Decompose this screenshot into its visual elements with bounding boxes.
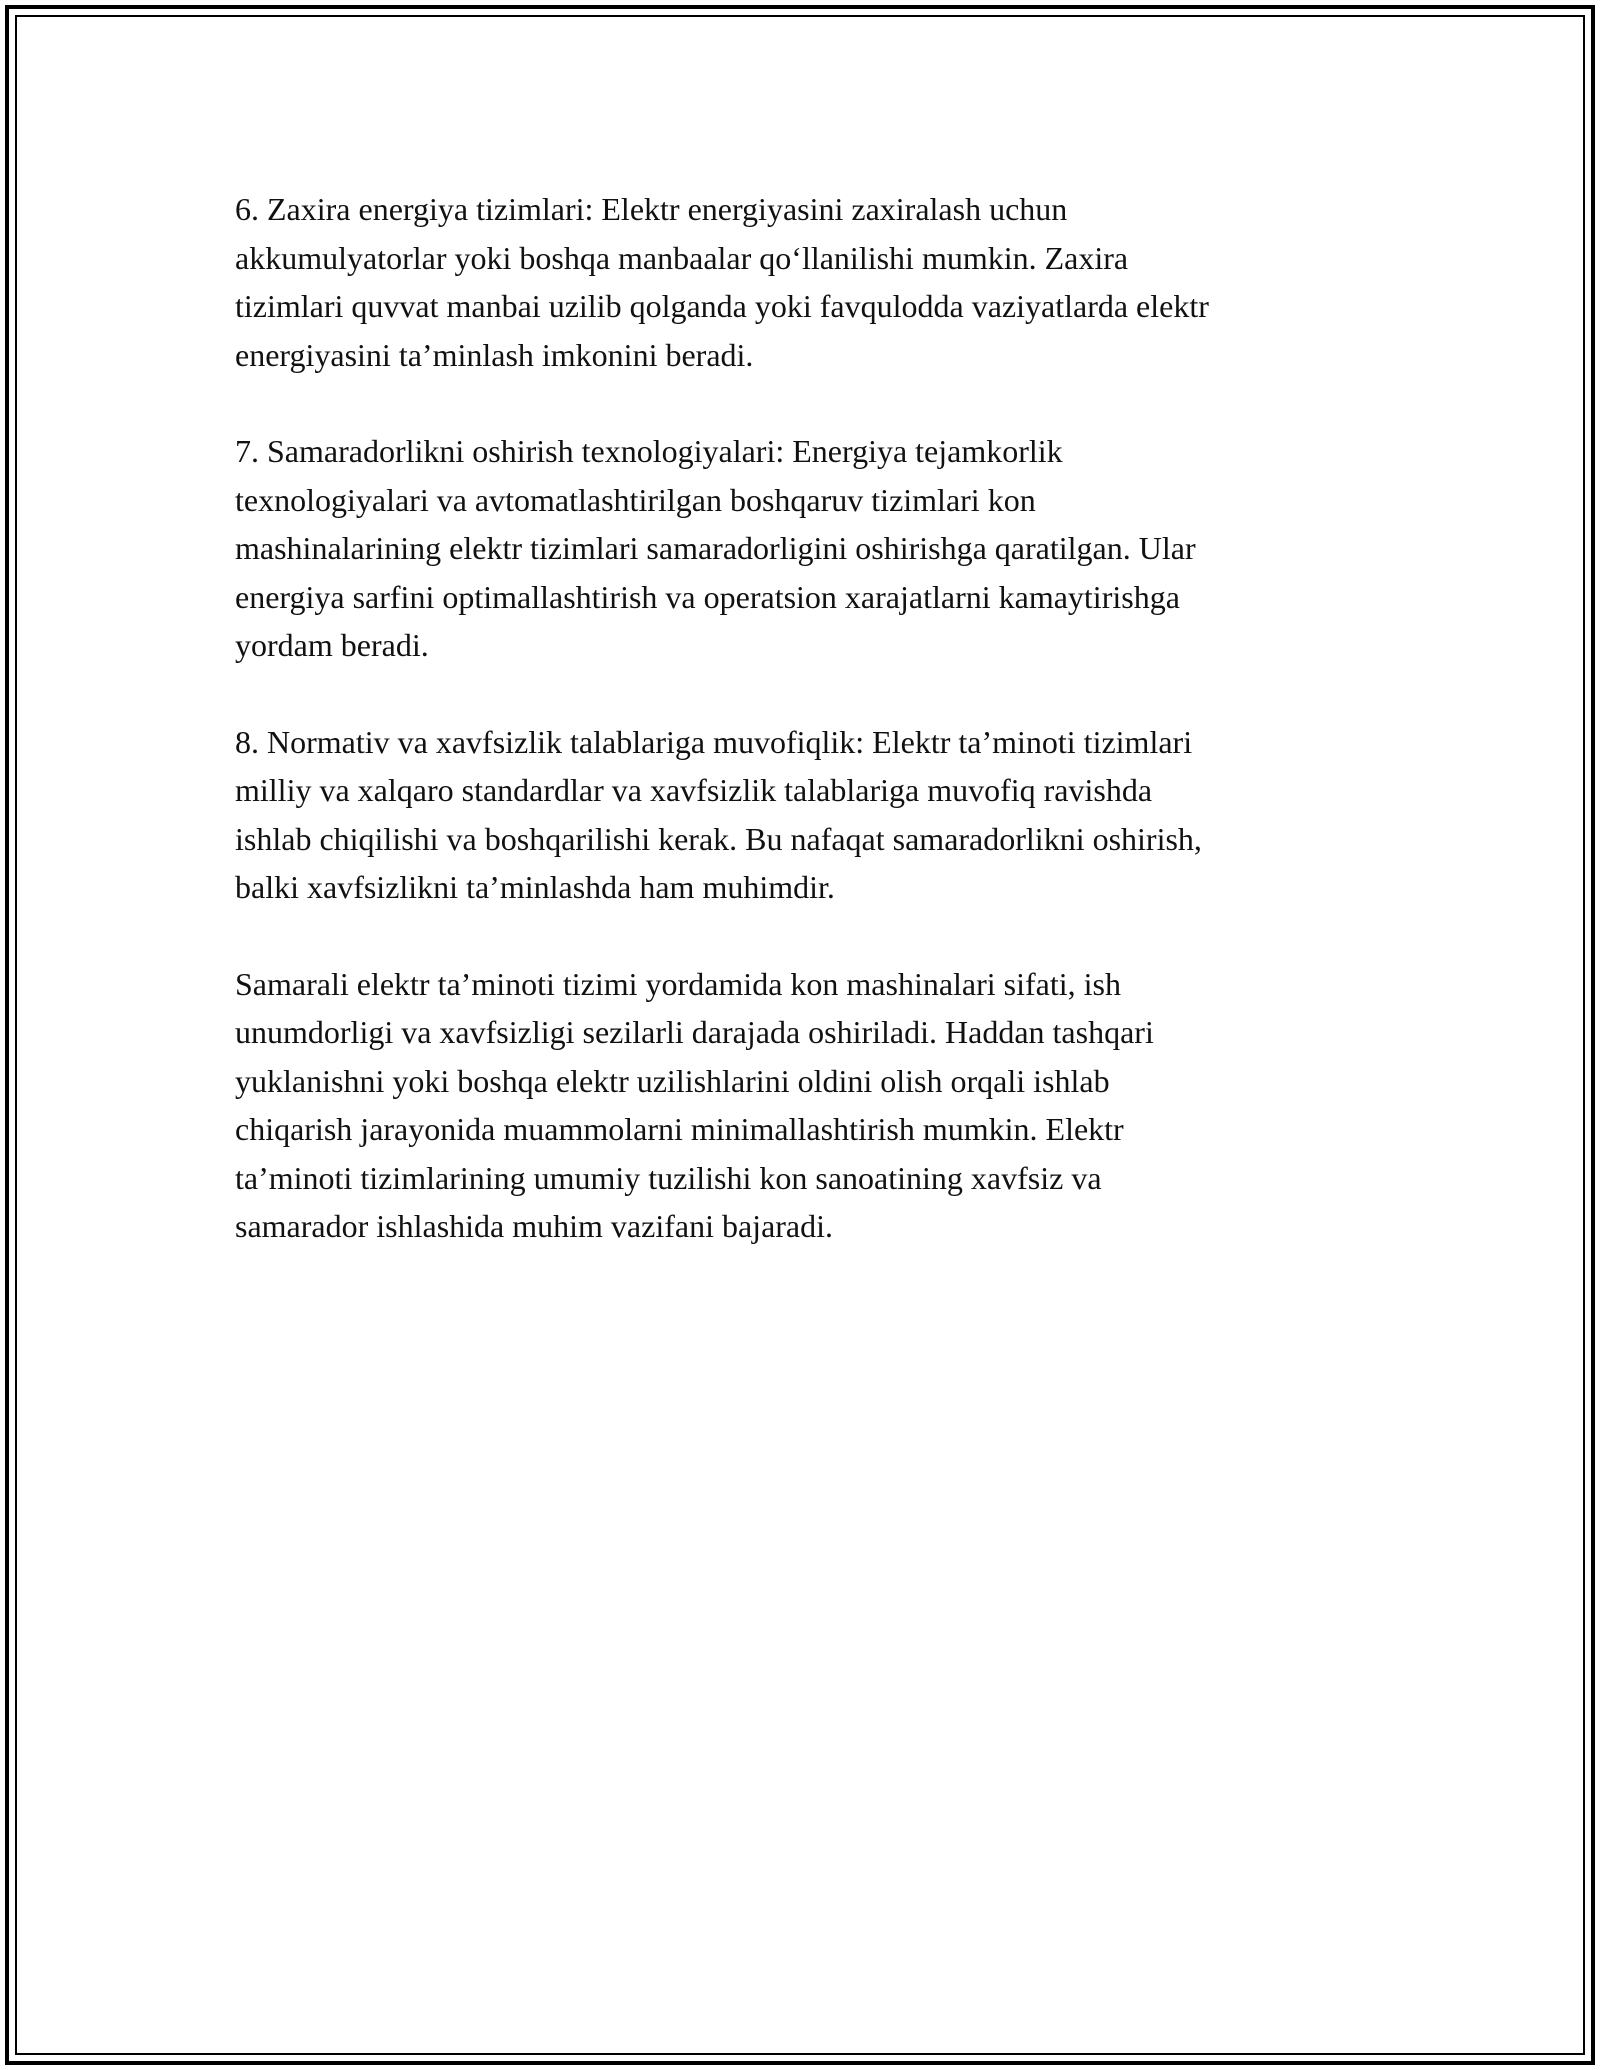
document-body [235,185,1370,1299]
paragraph-efficiency-technologies: 7. Samaradorlikni oshirish texnologiyalari: Energiya tejamkorlik texnologiyalari va avtomatlashtirilgan boshqaruv tizimlari kon mashinalarining elektr tizimlari samaradorligini oshirishga qaratilgan. Ular energiya sarfini optimallashtirish va operatsion xarajatlarni kamaytirishga yordam beradi. [235,433,1196,663]
paragraph-regulatory-compliance: 8. Normativ va xavfsizlik talablariga muvofiqlik: Elektr ta’minoti tizimlari milliy va xalqaro standardlar va xavfsizlik talablariga muvofiq ravishda ishlab chiqilishi va boshqarilishi kerak. Bu nafaqat samaradorlikni oshirish, balki xavfsizlikni ta’minlashda ham muhimdir. [235,723,1202,905]
paragraph-backup-energy-systems: 6. Zaxira energiya tizimlari: Elektr energiyasini zaxiralash uchun akkumulyatorlar yoki boshqa manbaalar qo‘llanilishi mumkin. Zaxira tizimlari quvvat manbai uzilib qolganda yoki favqulodda vaziyatlarda elektr energiyasini ta’minlash imkonini beradi. [235,191,1209,373]
paragraph-conclusion: Samarali elektr ta’minoti tizimi yordamida kon mashinalari sifati, ish unumdorligi va xavfsizligi sezilarli darajada oshiriladi. Haddan tashqari yuklanishni yoki boshqa elektr uzilishlarini oldini olish orqali ishlab chiqarish jarayonida muammolarni minimallashtirish mumkin. Elektr ta’minoti tizimlarining umumiy tuzilishi kon sanoatining xavfsiz va samarador ishlashida muhim vazifani bajaradi. [235,965,1154,1244]
